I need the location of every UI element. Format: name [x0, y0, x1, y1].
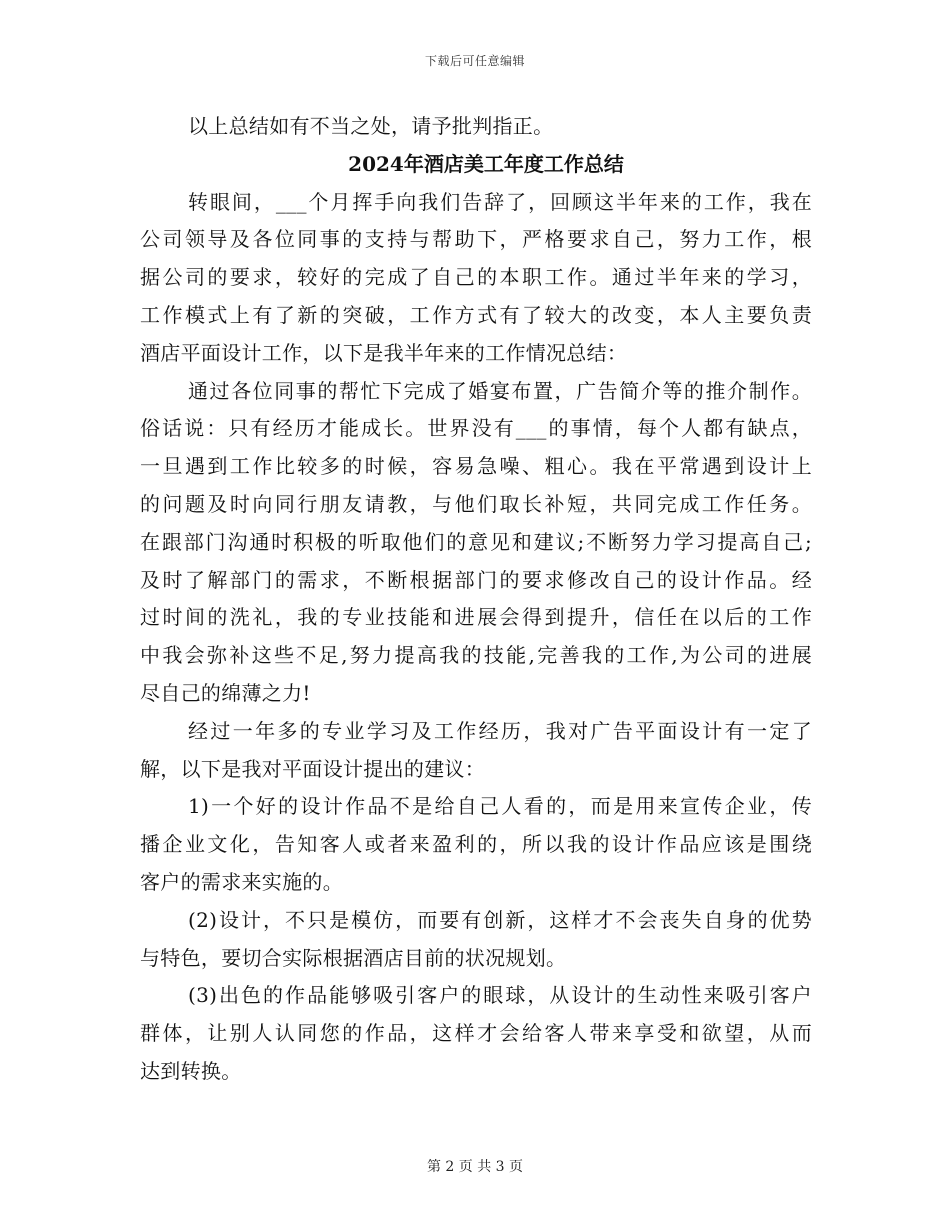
paragraph-line: 通过各位同事的帮忙下完成了婚宴布置，广告简介等的推介制作。 — [188, 378, 812, 403]
paragraph-line: 及时了解部门的需求，不断根据部门的要求修改自己的设计作品。经 — [140, 567, 812, 592]
paragraph-line: 中我会弥补这些不足,努力提高我的技能,完善我的工作,为公司的进展 — [140, 643, 812, 668]
paragraph-line: 解，以下是我对平面设计提出的建议： — [140, 756, 486, 781]
page-number: 第 2 页 共 3 页 — [426, 1159, 524, 1175]
paragraph-line: 转眼间，___个月挥手向我们告辞了，回顾这半年来的工作，我在 — [188, 189, 812, 214]
paragraph-line: (3)出色的作品能够吸引客户的眼球，从设计的生动性来吸引客户 — [188, 983, 812, 1008]
closing-paragraph: 以上总结如有不当之处，请予批判指正。 — [188, 114, 554, 138]
paragraph-line: 的问题及时向同行朋友请教，与他们取长补短，共同完成工作任务。 — [140, 491, 812, 516]
paragraph-line: 工作模式上有了新的突破，工作方式有了较大的改变，本人主要负责 — [140, 302, 812, 327]
paragraph-line: 经过一年多的专业学习及工作经历，我对广告平面设计有一定了 — [188, 718, 812, 743]
paragraph-line: (2)设计，不只是模仿，而要有创新，这样才不会丧失自身的优势 — [188, 907, 812, 932]
paragraph-line: 公司领导及各位同事的支持与帮助下，严格要求自己，努力工作，根 — [140, 227, 812, 252]
paragraph-line: 在跟部门沟通时积极的听取他们的意见和建议;不断努力学习提高自己; — [140, 529, 812, 554]
paragraph-line: 尽自己的绵薄之力! — [140, 680, 311, 705]
page-header-note: 下载后可任意编辑 — [424, 54, 525, 68]
paragraph-line: 俗话说：只有经历才能成长。世界没有___的事情，每个人都有缺点， — [140, 416, 812, 441]
paragraph-line: 据公司的要求，较好的完成了自己的本职工作。通过半年来的学习， — [140, 265, 812, 290]
paragraph-line: 达到转换。 — [140, 1058, 242, 1083]
document-title: 2024年酒店美工年度工作总结 — [348, 151, 624, 176]
paragraph-line: 过时间的洗礼，我的专业技能和进展会得到提升，信任在以后的工作 — [140, 605, 812, 630]
paragraph-line: 酒店平面设计工作，以下是我半年来的工作情况总结： — [140, 340, 628, 365]
document-body — [140, 108, 812, 1091]
paragraph-line: 客户的需求来实施的。 — [140, 869, 343, 894]
paragraph-line: 1)一个好的设计作品不是给自己人看的，而是用来宣传企业，传 — [188, 794, 812, 819]
paragraph-line: 一旦遇到工作比较多的时候，容易急噪、粗心。我在平常遇到设计上 — [140, 454, 812, 479]
paragraph-line: 播企业文化，告知客人或者来盈利的，所以我的设计作品应该是围绕 — [140, 832, 812, 857]
paragraph-line: 群体，让别人认同您的作品，这样才会给客人带来享受和欲望，从而 — [140, 1021, 812, 1046]
paragraph-line: 与特色，要切合实际根据酒店目前的状况规划。 — [140, 945, 567, 970]
